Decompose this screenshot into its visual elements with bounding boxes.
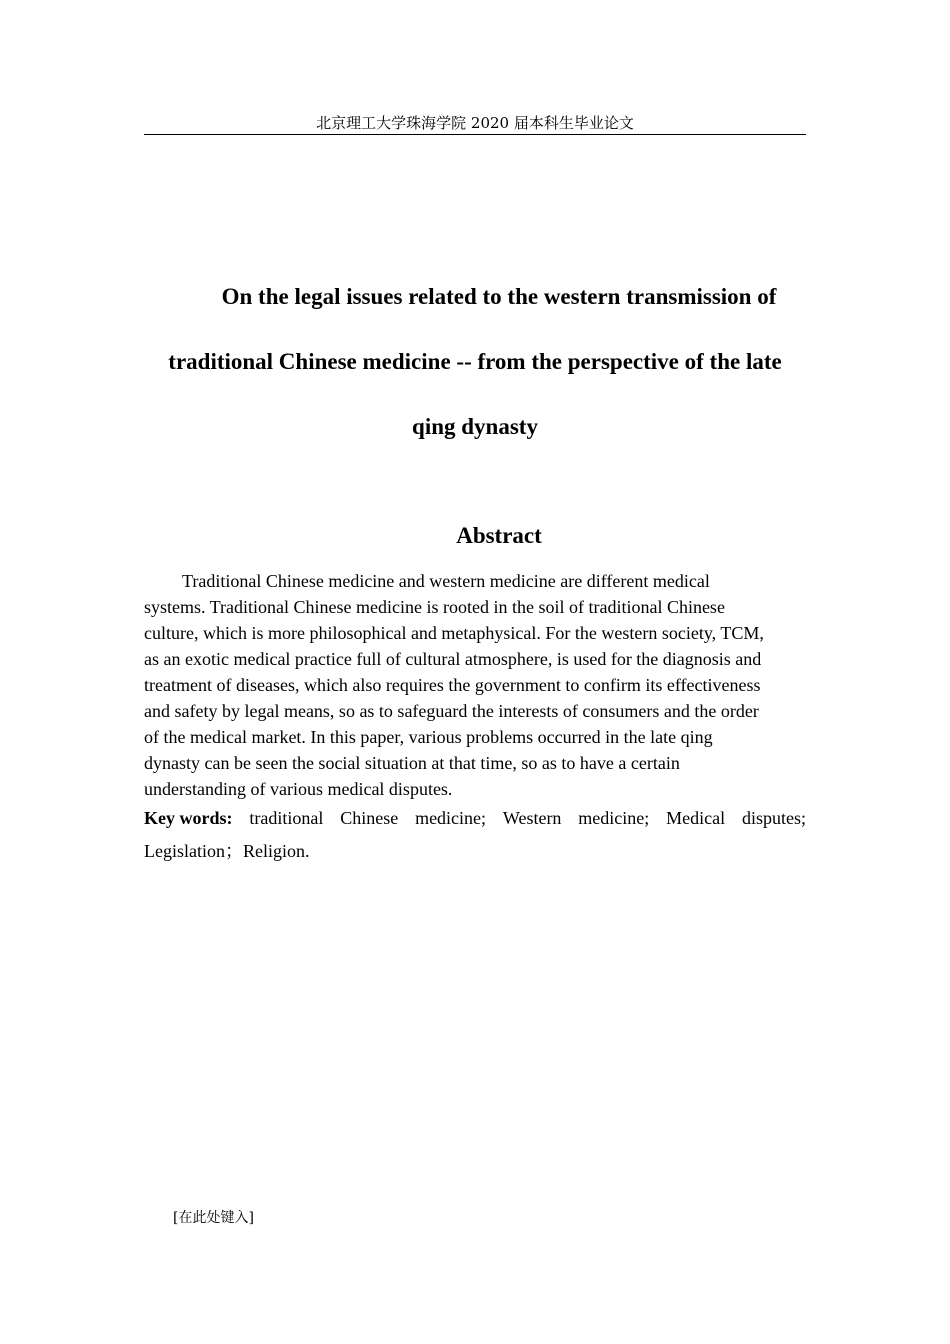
abstract-heading: Abstract — [456, 523, 542, 548]
keyword-word: traditional — [249, 808, 324, 828]
keyword-word: Western — [502, 808, 562, 828]
keyword-word: disputes; — [741, 808, 806, 828]
thesis-title — [144, 264, 806, 459]
page-header — [144, 114, 806, 135]
title-line: On the legal issues related to the western transmission of — [221, 284, 777, 309]
abstract-body — [144, 568, 806, 802]
title-line: traditional Chinese medicine -- from the perspective of the late — [168, 349, 782, 374]
abstract-line: treatment of diseases, which also requires the government to confirm its effectiveness — [144, 675, 761, 695]
keyword-word: Chinese — [340, 808, 399, 828]
keywords-line — [144, 802, 806, 835]
abstract-line: and safety by legal means, so as to safeguard the interests of consumers and the order — [144, 701, 759, 721]
abstract-line: Traditional Chinese medicine and western medicine are different medical — [182, 571, 710, 591]
keyword-word: Medical — [666, 808, 726, 828]
header-text: 北京理工大学珠海学院 2020 届本科生毕业论文 — [316, 114, 634, 132]
abstract-line: systems. Traditional Chinese medicine is rooted in the soil of traditional Chinese — [144, 597, 725, 617]
abstract-line: as an exotic medical practice full of cultural atmosphere, is used for the diagnosis and — [144, 649, 762, 669]
abstract-line: of the medical market. In this paper, various problems occurred in the late qing — [144, 727, 713, 747]
page-footer[interactable] — [173, 1208, 254, 1228]
keywords-line: Legislation；Religion. — [144, 841, 310, 861]
footer-placeholder[interactable]: [在此处键入] — [173, 1210, 254, 1226]
abstract-line: dynasty can be seen the social situation at that time, so as to have a certain — [144, 753, 680, 773]
keyword-word: medicine; — [415, 808, 487, 828]
title-line: qing dynasty — [412, 414, 538, 439]
keywords-label: Key words: — [144, 808, 233, 828]
abstract-line: understanding of various medical disputes. — [144, 779, 453, 799]
keywords-section — [144, 802, 806, 868]
abstract-line: culture, which is more philosophical and metaphysical. For the western society, TCM, — [144, 623, 764, 643]
keyword-word: medicine; — [578, 808, 650, 828]
